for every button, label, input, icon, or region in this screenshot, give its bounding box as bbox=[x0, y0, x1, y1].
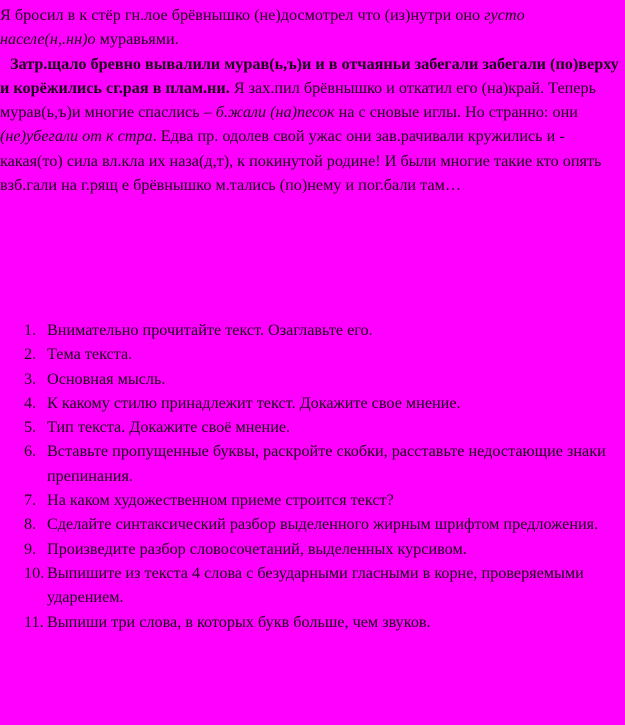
task-text: Сделайте синтаксический разбор выделенного жирным шрифтом предложения. bbox=[47, 515, 599, 534]
task-text: К какому стилю принадлежит текст. Докажите свое мнение. bbox=[47, 393, 461, 412]
task-item bbox=[0, 610, 620, 634]
task-item bbox=[0, 342, 620, 366]
italic-phrase-2: б.жали (на)песок bbox=[215, 103, 335, 122]
task-text: Выпишите из текста 4 слова с безударными гласными в корне, проверяемыми ударением. bbox=[47, 563, 584, 607]
task-text: Тип текста. Докажите своё мнение. bbox=[47, 418, 291, 437]
task-item bbox=[0, 488, 620, 512]
task-text: Внимательно прочитайте текст. Озаглавьте его. bbox=[47, 321, 373, 339]
task-number: 7. bbox=[24, 491, 37, 510]
task-text: Тема текста. bbox=[47, 345, 133, 364]
task-text: Основная мысль. bbox=[47, 369, 166, 388]
task-number: 9. bbox=[24, 539, 37, 558]
task-number: 3. bbox=[24, 369, 37, 388]
task-item bbox=[0, 415, 620, 439]
text-paragraph bbox=[0, 3, 620, 197]
sentence-2: Я зах.пил брёвнышко и откатил его (на)край. Теперь мурав(ь,ъ)и многие спаслись – bbox=[0, 78, 596, 122]
task-number: 6. bbox=[24, 442, 37, 461]
task-list bbox=[0, 318, 620, 634]
italic-phrase-1: густо населе(н,.нн)о bbox=[0, 6, 525, 49]
task-item bbox=[0, 367, 620, 391]
task-number: 8. bbox=[24, 515, 37, 534]
task-item bbox=[0, 391, 620, 415]
bold-sentence: Затр.щало бревно вывалили мурав(ь,ъ)и и в отчаяньи забегали забегали (по)верху и корёжились сг.рая в плам.ни. bbox=[0, 54, 619, 97]
task-number: 1. bbox=[24, 321, 37, 339]
task-number: 2. bbox=[24, 345, 37, 364]
task-item bbox=[0, 537, 620, 561]
task-item bbox=[0, 512, 620, 536]
task-text: Выпиши три слова, в которых букв больше, чем звуков. bbox=[47, 612, 431, 631]
task-number: 11. bbox=[24, 612, 44, 631]
task-text: На каком художественном приеме строится текст? bbox=[47, 491, 394, 510]
sentence-2-mid: на с сновые иглы. Но странно: они bbox=[334, 103, 578, 122]
task-item bbox=[0, 561, 620, 610]
task-number: 10. bbox=[24, 563, 45, 582]
sentence-1: Я бросил в к стёр гн.лое брёвнышко (не)досмотрел что (из)нутри оно bbox=[0, 6, 485, 24]
task-item bbox=[0, 318, 620, 342]
sentence-1-end: муравьями. bbox=[95, 30, 179, 49]
sentence-2-end: . Едва пр. одолев свой ужас они зав.рачивали кружились и - какая(то) сила вл.кла их наза(д,т), к покинутой родине! И были многие такие кто опять взб.гали на г.рящ е брёвнышко м.тались (по)нему и пог.бали там… bbox=[0, 127, 602, 195]
task-item bbox=[0, 439, 620, 488]
italic-phrase-3: (не)убегали от к стра bbox=[0, 127, 153, 146]
task-number: 4. bbox=[24, 393, 37, 412]
task-text: Вставьте пропущенные буквы, раскройте скобки, расставьте недостающие знаки препинания. bbox=[47, 442, 606, 485]
task-number: 5. bbox=[24, 418, 37, 437]
task-text: Произведите разбор словосочетаний, выделенных курсивом. bbox=[47, 539, 467, 558]
